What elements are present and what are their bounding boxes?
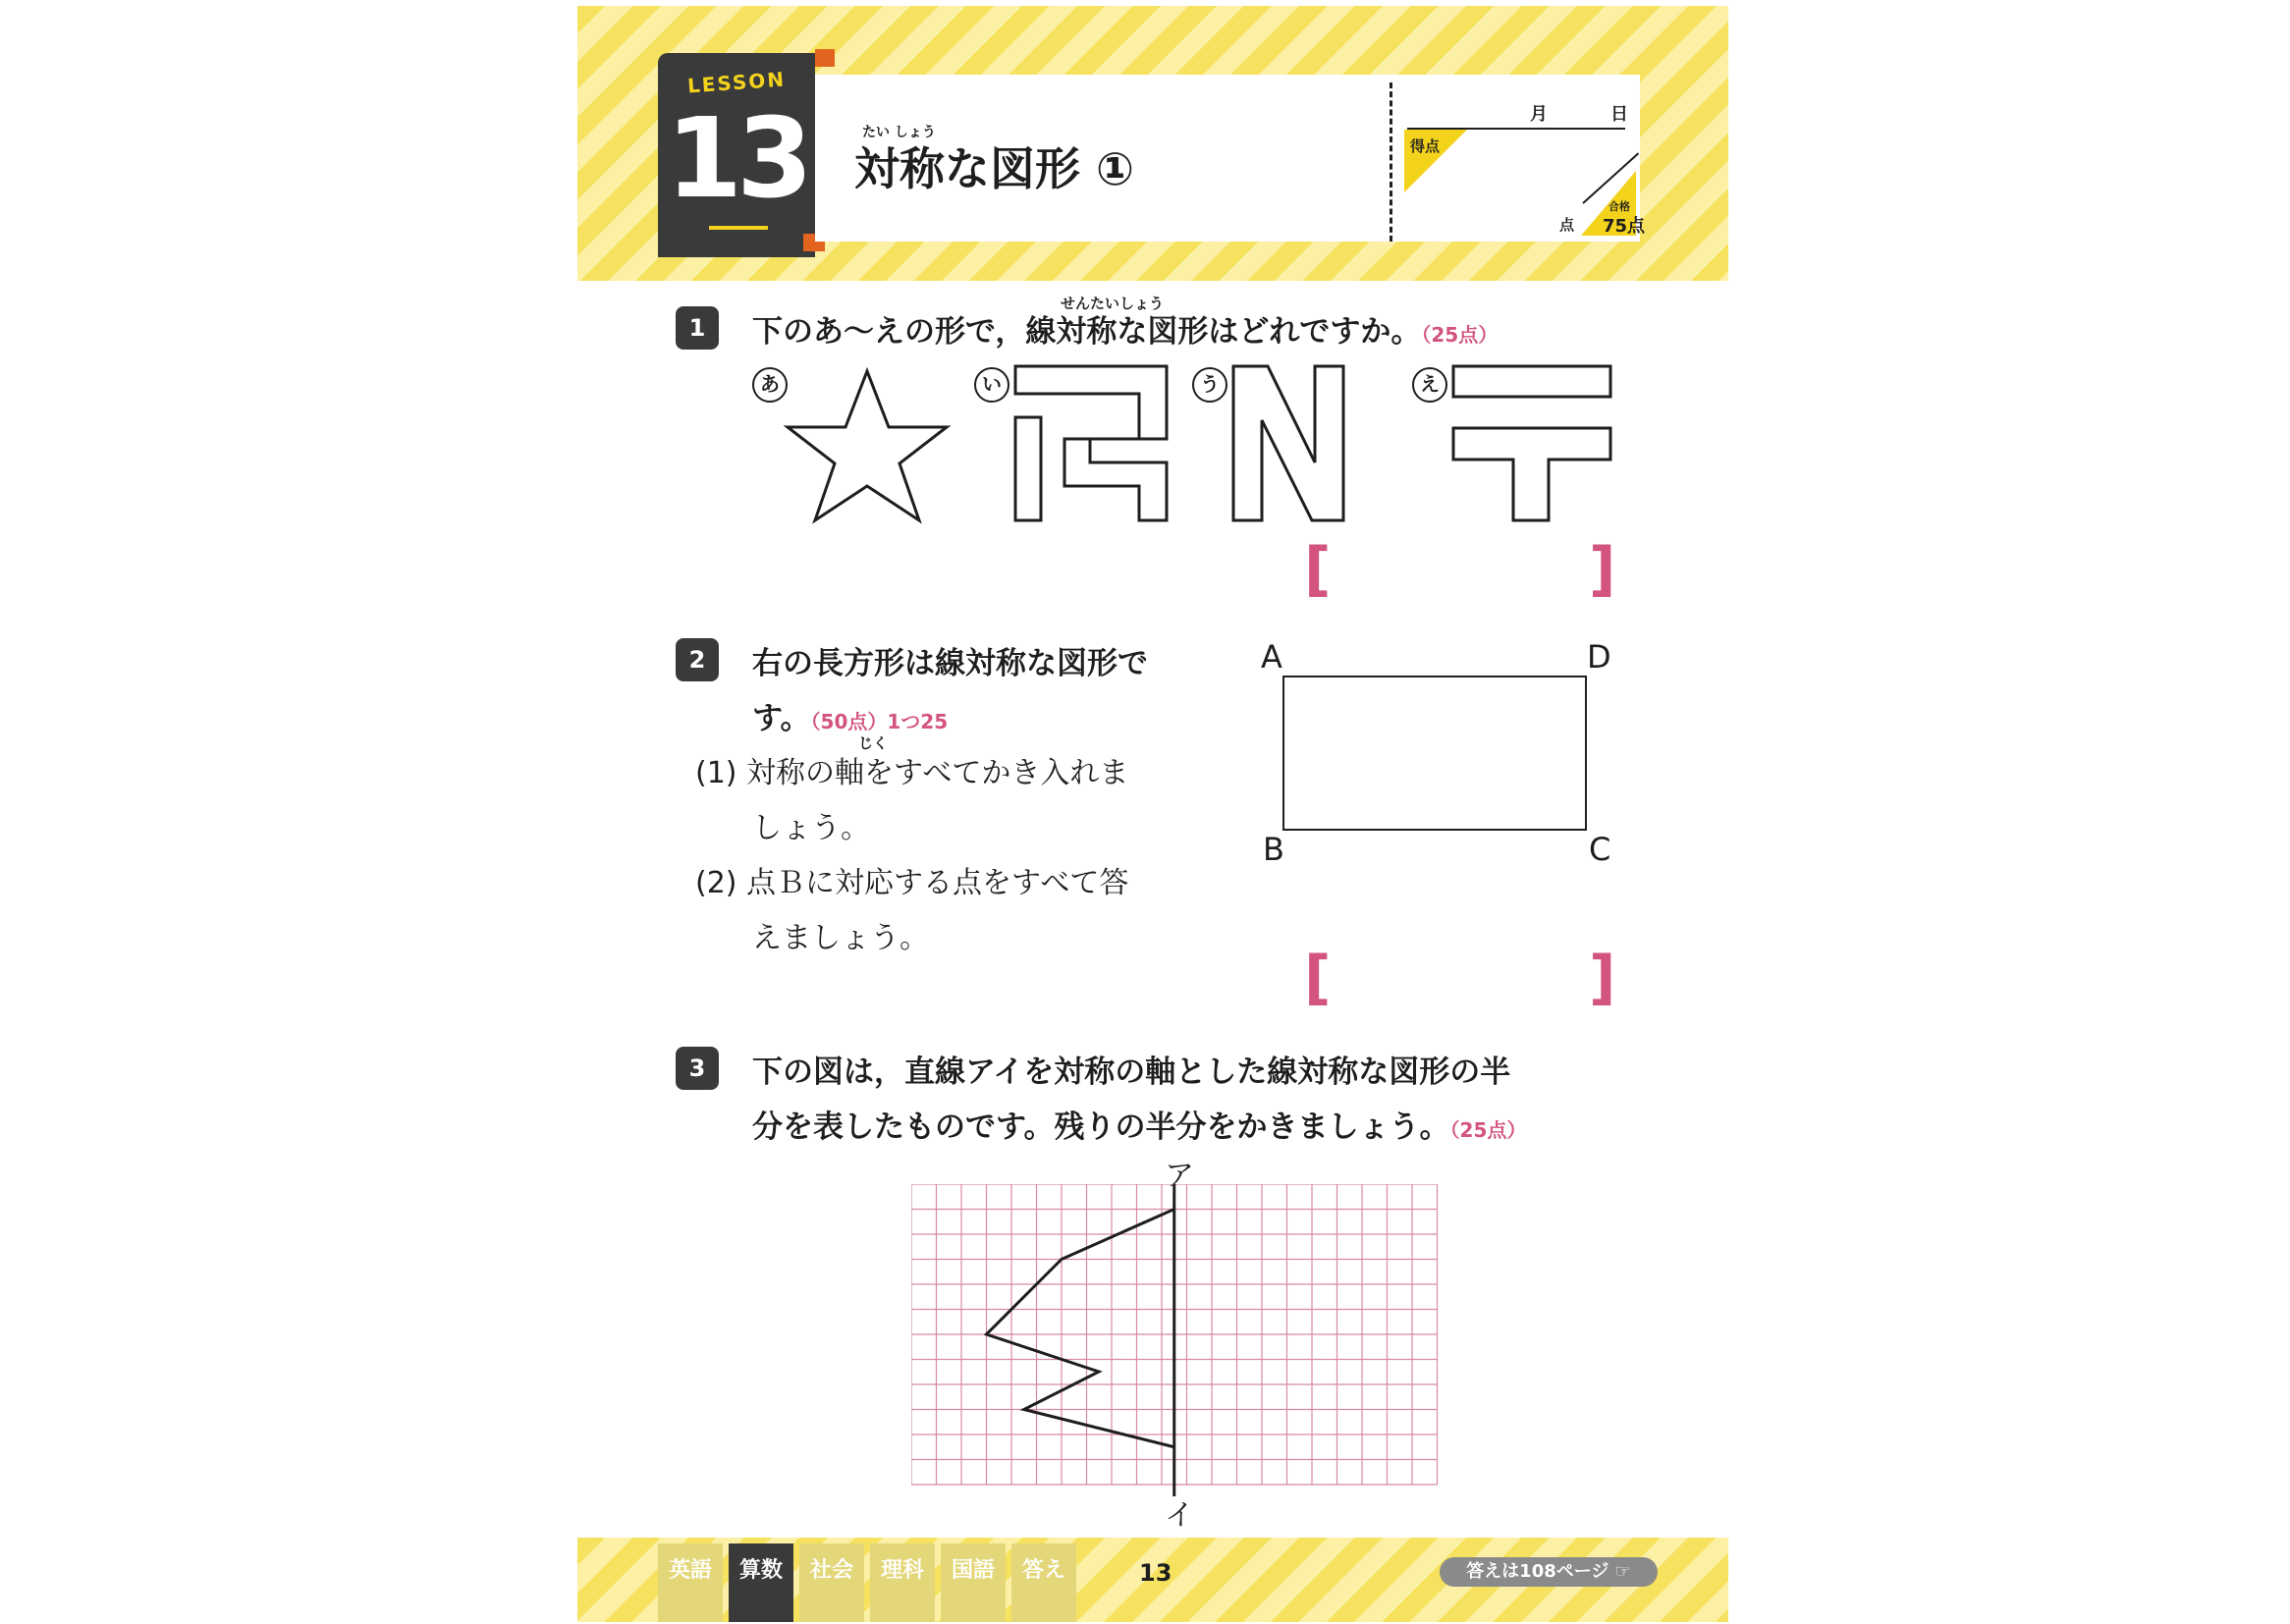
question-2-line1: 右の長方形は線対称な図形で [752,646,1148,681]
pass-label: 合格 [1608,200,1630,213]
question-2-sub2-line2: えましょう。 [752,921,929,955]
question-2-sub1-line1: (1) 対称の軸をすべてかき入れま [695,756,1129,790]
answer-2-bracket-close[interactable]: ] [1589,944,1616,1012]
tab-math[interactable]: 算数 [729,1543,793,1622]
t-shape [1453,366,1610,520]
half-figure [987,1210,1174,1447]
question-3-line1: 下の図は，直線アイを対称の軸とした線対称な図形の半 [752,1055,1511,1090]
question-3-points: （25点） [1449,1118,1527,1142]
choice-e-label: え [1412,367,1447,403]
question-1-prompt: 下のあ〜えの形で，線対称な図形はどれですか。 [752,314,1422,350]
corner-b-label: B [1263,831,1284,868]
tab-english[interactable]: 英語 [658,1543,723,1622]
question-1-points: （25点） [1421,323,1499,347]
symmetry-grid[interactable] [911,1184,1461,1508]
question-2-sub1-line2: しょう。 [752,811,870,845]
lesson-number: 13 [666,95,807,223]
question-3-line2-text: 分を表したものです。残りの半分をかきましょう。 [752,1110,1450,1145]
date-day-label: 日 [1610,104,1628,125]
page-number: 13 [1139,1559,1172,1587]
corner-c-label: C [1589,831,1611,868]
n-shape [1233,366,1343,520]
question-2-ruby: じく [858,734,889,752]
axis-top-label: ア [1165,1159,1194,1193]
question-3-line2 [752,1102,1526,1146]
date-month-label: 月 [1530,104,1548,125]
choice-shapes [577,6,1728,556]
tab-answers[interactable]: 答え [1011,1543,1076,1622]
lesson-word: LESSON [686,67,787,98]
pass-score: 75点 [1603,216,1646,237]
question-3-number: 3 [676,1047,719,1090]
manji-shape [1015,366,1167,520]
star-shape [788,371,947,520]
tab-science[interactable]: 理科 [870,1543,935,1622]
question-2-points: （50点）1つ25 [810,710,949,733]
question-1-number: 1 [676,306,719,350]
question-2-line2-text: す。 [752,701,811,736]
choice-i-label: い [974,367,1009,403]
page-title: 対称な図形 ① [854,142,1134,195]
choice-a-label: あ [752,367,788,403]
question-2-sub2-line1: (2) 点Ｂに対応する点をすべて答 [695,866,1129,900]
answer-reference[interactable]: 答えは108ページ ☞ [1440,1557,1658,1587]
question-2-number: 2 [676,638,719,681]
answer-1-bracket-close[interactable]: ] [1589,535,1616,604]
question-2-line2 [752,693,948,737]
answer-1-bracket-open[interactable]: [ [1304,535,1332,604]
title-ruby: たい しょう [862,125,936,140]
point-unit: 点 [1559,216,1575,234]
corner-a-label: A [1261,638,1282,676]
tab-japanese[interactable]: 国語 [941,1543,1006,1622]
question-1-ruby: せんたいしょう [1061,295,1165,312]
answer-2-bracket-open[interactable]: [ [1304,944,1332,1012]
tab-social[interactable]: 社会 [799,1543,864,1622]
choice-u-label: う [1192,367,1227,403]
corner-d-label: D [1587,638,1611,676]
worksheet-page [577,6,1728,1622]
axis-bottom-label: イ [1165,1498,1194,1533]
score-label: 得点 [1410,137,1441,155]
rectangle-abcd[interactable] [1282,676,1587,831]
